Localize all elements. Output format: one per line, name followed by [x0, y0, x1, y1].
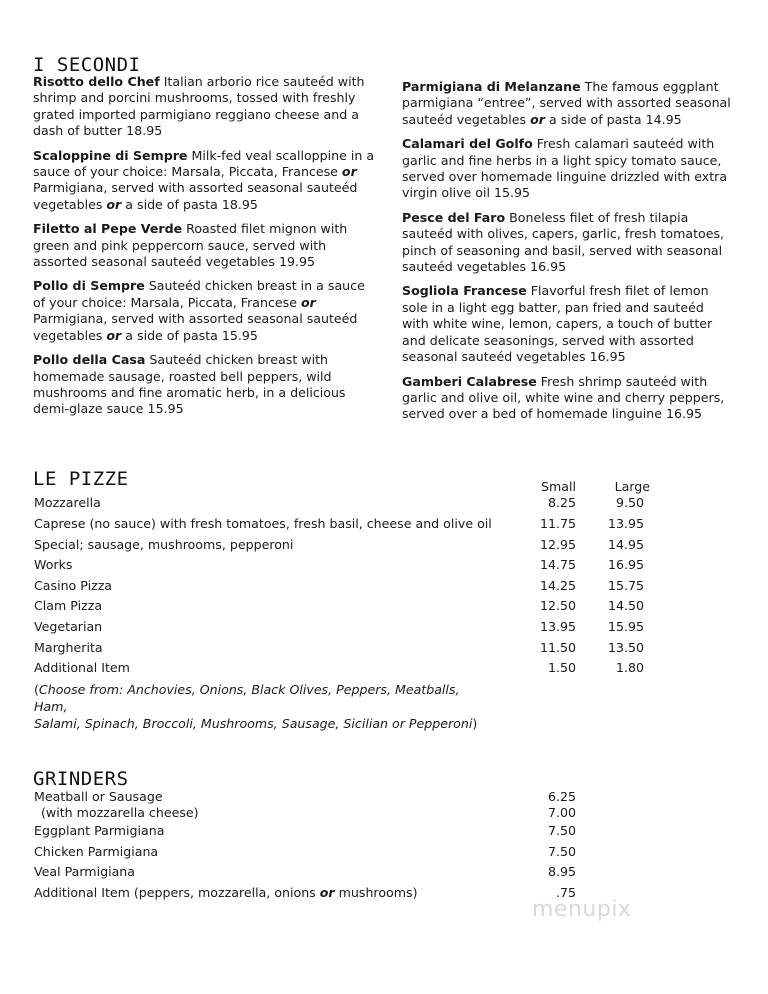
grinder-price: 6.25: [547, 789, 576, 804]
pizza-large-price: 13.95: [607, 516, 644, 531]
note-line: Salami, Spinach, Broccoli, Mushrooms, Sausage, Sicilian or Pepperoni: [34, 716, 473, 731]
pizza-small-price: 12.95: [539, 537, 576, 552]
pizza-large-price: 15.75: [607, 578, 644, 593]
secondi-item: [402, 374, 732, 423]
item-desc: a side of pasta 18.95: [121, 196, 258, 212]
pizza-name: Casino Pizza: [34, 578, 113, 593]
item-desc: Fresh calamari sauteéd with garlic and fine herbs in a light spicy tomato sauce, served over homemade linguine drizzled with extra virgin olive oil 15.95: [402, 136, 728, 201]
pizza-small-price: 11.75: [539, 516, 576, 531]
menupix-watermark: menupix: [532, 897, 632, 922]
pizza-small-price: 12.50: [539, 598, 576, 613]
pizza-small-price: 13.95: [539, 619, 576, 634]
pizza-name: Caprese (no sauce) with fresh tomatoes, fresh basil, cheese and olive oil: [34, 516, 492, 531]
or-word: or: [341, 164, 357, 180]
grinder-name: Veal Parmigiana: [34, 864, 135, 879]
pizze-small-header: Small: [541, 479, 576, 494]
item-name: Pesce del Faro: [402, 209, 506, 225]
item-name: Pollo di Sempre: [33, 278, 145, 294]
pizze-additional-note: [34, 681, 494, 732]
secondi-item: [33, 148, 378, 214]
item-desc: Fresh shrimp sauteéd with garlic and olive oil, white wine and cherry peppers, served over a bed of homemade linguine 16.95: [402, 373, 725, 422]
grinder-price: 8.95: [547, 864, 576, 879]
or-word: or: [319, 885, 335, 900]
secondi-item: [402, 283, 732, 365]
grinder-name: (with mozzarella cheese): [41, 805, 199, 820]
grinder-additional-price: .75: [555, 885, 576, 900]
secondi-item: [402, 79, 732, 128]
secondi-item: [402, 136, 732, 202]
item-name: Pollo della Casa: [33, 352, 146, 368]
item-name: Filetto al Pepe Verde: [33, 221, 183, 237]
item-desc: a side of pasta 15.95: [121, 327, 258, 343]
item-name: Calamari del Golfo: [402, 136, 533, 152]
grinder-name: Chicken Parmigiana: [34, 844, 159, 859]
pizza-small-price: 8.25: [547, 495, 576, 510]
item-desc: Italian arborio rice sauteéd with shrimp and porcini mushrooms, tossed with freshly grated imported parmigiano reggiano cheese and a dash of butter 18.95: [33, 74, 365, 139]
pizza-small-price: 11.50: [539, 640, 576, 655]
item-desc: Sauteéd chicken breast in a sauce of your choice: Marsala, Piccata, Francese: [33, 278, 365, 310]
pizze-large-header: Large: [614, 479, 650, 494]
or-word: or: [106, 327, 122, 343]
note-close-paren: ): [472, 716, 478, 731]
secondi-item: [402, 210, 732, 276]
item-desc: Sauteéd chicken breast with homemade sausage, roasted bell peppers, wild mushrooms and fine aromatic herb, in a delicious demi-glaze sauce 15.95: [33, 352, 346, 417]
item-desc: a side of pasta 14.95: [544, 111, 682, 127]
pizza-large-price: 9.50: [615, 495, 644, 510]
grinder-price: 7.50: [547, 823, 576, 838]
additional-text: Additional Item (peppers, mozzarella, onions: [34, 885, 320, 900]
grinders-title: GRINDERS: [33, 768, 129, 790]
pizza-large-price: 16.95: [607, 557, 644, 572]
item-desc: Parmigiana, served with assorted seasonal sauteéd vegetables: [33, 311, 358, 343]
item-name: Gamberi Calabrese: [402, 373, 537, 389]
pizza-large-price: 13.50: [607, 640, 644, 655]
grinder-name: Eggplant Parmigiana: [34, 823, 165, 838]
item-name: Risotto dello Chef: [33, 74, 160, 89]
pizza-large-price: 1.80: [615, 660, 644, 675]
pizza-name: Special; sausage, mushrooms, pepperoni: [34, 537, 294, 552]
or-word: or: [301, 294, 316, 310]
item-name: Sogliola Francese: [402, 283, 527, 299]
grinder-price: 7.00: [547, 805, 576, 820]
additional-text: mushrooms): [334, 885, 418, 900]
pizza-small-price: 14.75: [539, 557, 576, 572]
pizza-name: Additional Item: [34, 660, 130, 675]
pizza-name: Mozzarella: [34, 495, 101, 510]
pizza-large-price: 14.95: [607, 537, 644, 552]
pizza-name: Works: [34, 557, 73, 572]
item-desc: Boneless filet of fresh tilapia sauteéd with olives, capers, garlic, fresh tomatoes, pinch of seasoning and basil, served with seasonal sauteéd vegetables 16.95: [402, 209, 725, 275]
secondi-item: [33, 74, 378, 140]
pizze-title: LE PIZZE: [33, 468, 129, 490]
grinder-additional-item: [34, 885, 418, 901]
secondi-item: [33, 221, 378, 270]
item-desc: The famous eggplant parmigiana “entree”, served with assorted seasonal sauteéd vegetables: [402, 79, 731, 127]
grinder-price: 7.50: [547, 844, 576, 859]
item-desc: Roasted filet mignon with green and pink peppercorn sauce, served with assorted seasonal sauteéd vegetables 19.95: [33, 221, 348, 270]
secondi-item: [33, 278, 378, 344]
pizza-name: Margherita: [34, 640, 103, 655]
note-line: Choose from: Anchovies, Onions, Black Olives, Peppers, Meatballs, Ham,: [34, 682, 460, 714]
secondi-title: I SECONDI: [33, 54, 141, 76]
pizza-small-price: 14.25: [539, 578, 576, 593]
pizza-small-price: 1.50: [547, 660, 576, 675]
secondi-item: [33, 352, 378, 418]
item-name: Parmigiana di Melanzane: [402, 79, 581, 94]
item-name: Scaloppine di Sempre: [33, 147, 188, 163]
secondi-right-column: [402, 79, 732, 431]
or-word: or: [106, 196, 122, 212]
note-open-paren: (: [34, 682, 39, 697]
pizza-large-price: 15.95: [607, 619, 644, 634]
pizza-name: Vegetarian: [34, 619, 103, 634]
pizza-large-price: 14.50: [607, 598, 644, 613]
item-desc: Milk-fed veal scalloppine in a sauce of your choice: Marsala, Piccata, Francese: [33, 147, 375, 180]
item-desc: Parmigiana, served with assorted seasonal sauteéd vegetables: [33, 180, 358, 212]
secondi-left-column: [33, 74, 378, 426]
or-word: or: [530, 111, 545, 127]
pizza-name: Clam Pizza: [34, 598, 103, 613]
grinder-name: Meatball or Sausage: [34, 789, 163, 804]
item-desc: Flavorful fresh filet of lemon sole in a light egg batter, pan fried and sauteéd with white wine, lemon, capers, a touch of butter and delicate seasonings, served with assorted seasonal sauteéd vegetables 16.95: [402, 283, 713, 365]
